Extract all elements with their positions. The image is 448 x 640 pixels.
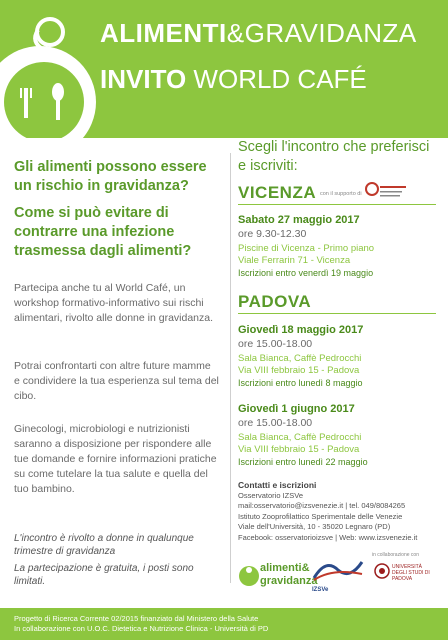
padova-event1-date: Giovedì 18 maggio 2017 bbox=[238, 324, 364, 336]
question-2: Come si può evitare di contrarre una infezione trasmessa dagli alimenti? bbox=[14, 205, 192, 259]
contacts-title: Contatti e iscrizioni bbox=[238, 480, 317, 490]
header-banner bbox=[0, 0, 448, 138]
main-title: ALIMENTI&GRAVIDANZA bbox=[100, 18, 417, 48]
pregnant-woman-icon bbox=[0, 0, 100, 138]
brand-line1: alimenti& bbox=[260, 562, 310, 574]
padova-event1-registration: Iscrizioni entro lunedì 8 maggio bbox=[238, 378, 363, 388]
column-divider bbox=[230, 153, 231, 583]
padova-event1-time: ore 15.00-18.00 bbox=[238, 338, 313, 350]
fork-icon bbox=[21, 88, 31, 118]
ostetriche-logo bbox=[364, 180, 408, 202]
alimenti-gravidanza-logo bbox=[238, 558, 318, 594]
padova-event2-address: Via VIII febbraio 15 - Padova bbox=[238, 444, 360, 455]
invite-subtitle: INVITO WORLD CAFÉ bbox=[100, 64, 367, 94]
padova-event1-place: Sala Bianca, Caffè Pedrocchi bbox=[238, 353, 362, 364]
contacts-org: Osservatorio IZSVe bbox=[238, 490, 304, 500]
vicenza-event-address: Viale Ferrarin 71 - Vicenza bbox=[238, 255, 351, 266]
vicenza-event-date: Sabato 27 maggio 2017 bbox=[238, 214, 360, 226]
izsve-label: IZSVe bbox=[312, 587, 329, 593]
izsve-logo bbox=[312, 558, 364, 593]
brand-line2: gravidanza bbox=[260, 575, 318, 587]
experts-paragraph: Ginecologi, microbiologi e nutrizionisti saranno a disposizione per rispondere alle tue domande e fornire informazioni pratiche su come tutelare la tua salute e quella del tuo bambino. bbox=[14, 423, 217, 495]
contacts-institute: Istituto Zooprofilattico Sperimentale delle Venezie bbox=[238, 511, 403, 521]
vicenza-underline bbox=[238, 204, 436, 205]
padova-event2-registration: Iscrizioni entro lunedì 22 maggio bbox=[238, 457, 368, 467]
brand-mark-icon bbox=[238, 562, 260, 590]
free-note: La partecipazione è gratuita, i posti sono limitati. bbox=[14, 563, 194, 587]
vicenza-event-time: ore 9.30-12.30 bbox=[238, 228, 307, 240]
question-1: Gli alimenti possono essere un rischio in gravidanza? bbox=[14, 159, 207, 194]
contacts-block bbox=[238, 480, 443, 543]
unipd-label: UNIVERSITÀ DEGLI STUDI DI PADOVA bbox=[392, 564, 430, 582]
contacts-mail-phone[interactable]: mail:osservatorio@izsvenezie.it | tel. 049/8084265 bbox=[238, 501, 406, 510]
unipd-seal-icon bbox=[374, 562, 390, 580]
target-note: L'incontro è rivolto a donne in qualunque trimestre di gravidanza bbox=[14, 533, 194, 557]
footer-line1: Progetto di Ricerca Corrente 02/2015 finanziato dal Ministero della Salute bbox=[14, 614, 259, 623]
city-padova: PADOVA bbox=[238, 292, 312, 311]
support-label: con il supporto di bbox=[320, 191, 362, 197]
padova-underline bbox=[238, 313, 436, 314]
vicenza-event-place: Piscine di Vicenza - Primo piano bbox=[238, 243, 375, 254]
unipd-logo bbox=[372, 552, 438, 592]
contacts-address: Viale dell'Università, 10 - 35020 Legnaro (PD) bbox=[238, 522, 391, 531]
izsve-mark-icon bbox=[312, 558, 364, 582]
intro-paragraph: Partecipa anche tu al World Café, un workshop formativo-informativo sui rischi alimentari, rivolto alle donne in gravidanza. bbox=[14, 282, 214, 324]
choose-heading: Scegli l'incontro che preferisci e iscriviti: bbox=[238, 139, 430, 174]
footer-bar bbox=[0, 608, 448, 640]
padova-event2-time: ore 15.00-18.00 bbox=[238, 417, 313, 429]
vicenza-event-registration: Iscrizioni entro venerdì 19 maggio bbox=[238, 268, 374, 278]
footer-line2: In collaborazione con U.O.C. Dietetica e Nutrizione Clinica - Università di PD bbox=[14, 624, 269, 633]
share-paragraph: Potrai confrontarti con altre future mamme e condividere la tua esperienza sul tema del cibo. bbox=[14, 360, 219, 402]
contacts-web[interactable]: Facebook: osservatorioizsve | Web: www.izsvenezie.it bbox=[238, 532, 418, 542]
city-vicenza: VICENZA bbox=[238, 183, 317, 202]
padova-event2-date: Giovedì 1 giugno 2017 bbox=[238, 403, 355, 415]
collab-label: in collaborazione con bbox=[372, 552, 419, 558]
padova-event1-address: Via VIII febbraio 15 - Padova bbox=[238, 365, 360, 376]
padova-event2-place: Sala Bianca, Caffè Pedrocchi bbox=[238, 432, 362, 443]
spoon-icon bbox=[52, 83, 64, 120]
